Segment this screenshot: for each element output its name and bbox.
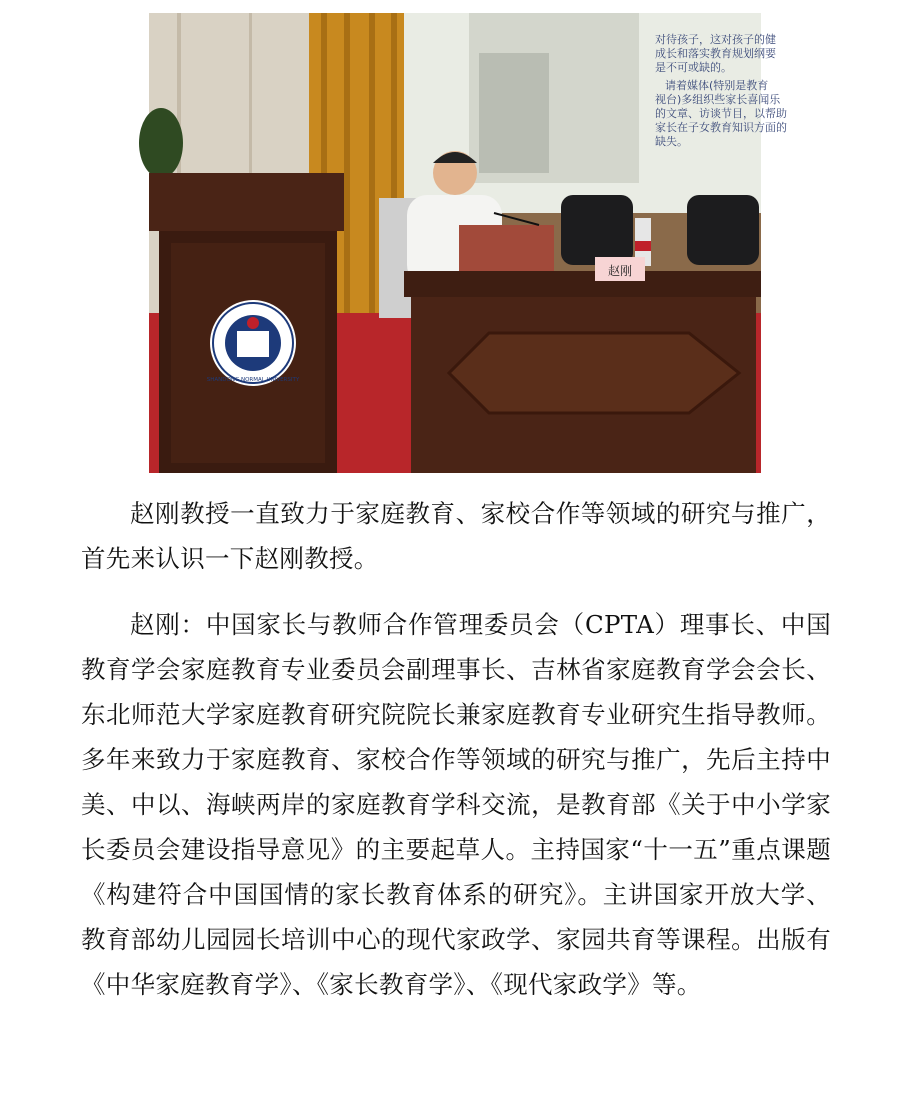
desk-top [404, 271, 761, 297]
chair [561, 195, 633, 265]
lecture-scene [149, 13, 787, 473]
slide-line: 视台)多组织些家长喜闻乐 [655, 93, 781, 106]
slide-line: 缺失。 [655, 135, 688, 148]
chair [687, 195, 759, 265]
lecture-photo [149, 13, 787, 473]
lectern-top [149, 173, 344, 231]
nameplate-text: 赵刚 [607, 264, 633, 278]
slide-line: 家长在子女教育知识方面的 [655, 121, 787, 134]
slide-line: 是不可或缺的。 [655, 61, 732, 74]
intro-paragraph: 赵刚教授一直致力于家庭教育、家校合作等领域的研究与推广，首先来认识一下赵刚教授。 [81, 499, 831, 573]
slide-line: 对待孩子，这对孩子的健 [655, 33, 776, 46]
plant [139, 108, 183, 178]
slide-line: 的文章、访谈节目，以帮助 [655, 107, 787, 120]
slide-line: 请着媒体(特别是教育 [665, 79, 769, 92]
slide-line: 成长和落实教育规划纲要 [655, 47, 776, 60]
bio-paragraph: 赵刚：中国家长与教师合作管理委员会（CPTA）理事长、中国教育学会家庭教育专业委员会副理事长、吉林省家庭教育学会会长、东北师范大学家庭教育研究院院长兼家庭教育专业研究生指导教师。多年来致力于家庭教育、家校合作等领域的研究与推广，先后主持中美、中以、海峡两岸的家庭教育学科交流，是教育部《关于中小学家长委员会建设指导意见》的主要起草人。主持国家“十一五”重点课题《构建符合中国国情的家长教育体系的研究》。主讲国家开放大学、教育部幼儿园园长培训中心的现代家政学、家园共育等课程。出版有《中华家庭教育学》、《家长教育学》、《现代家政学》等。 [81, 610, 831, 999]
logo-text: SHANDONG NORMAL UNIVERSITY [206, 377, 300, 383]
